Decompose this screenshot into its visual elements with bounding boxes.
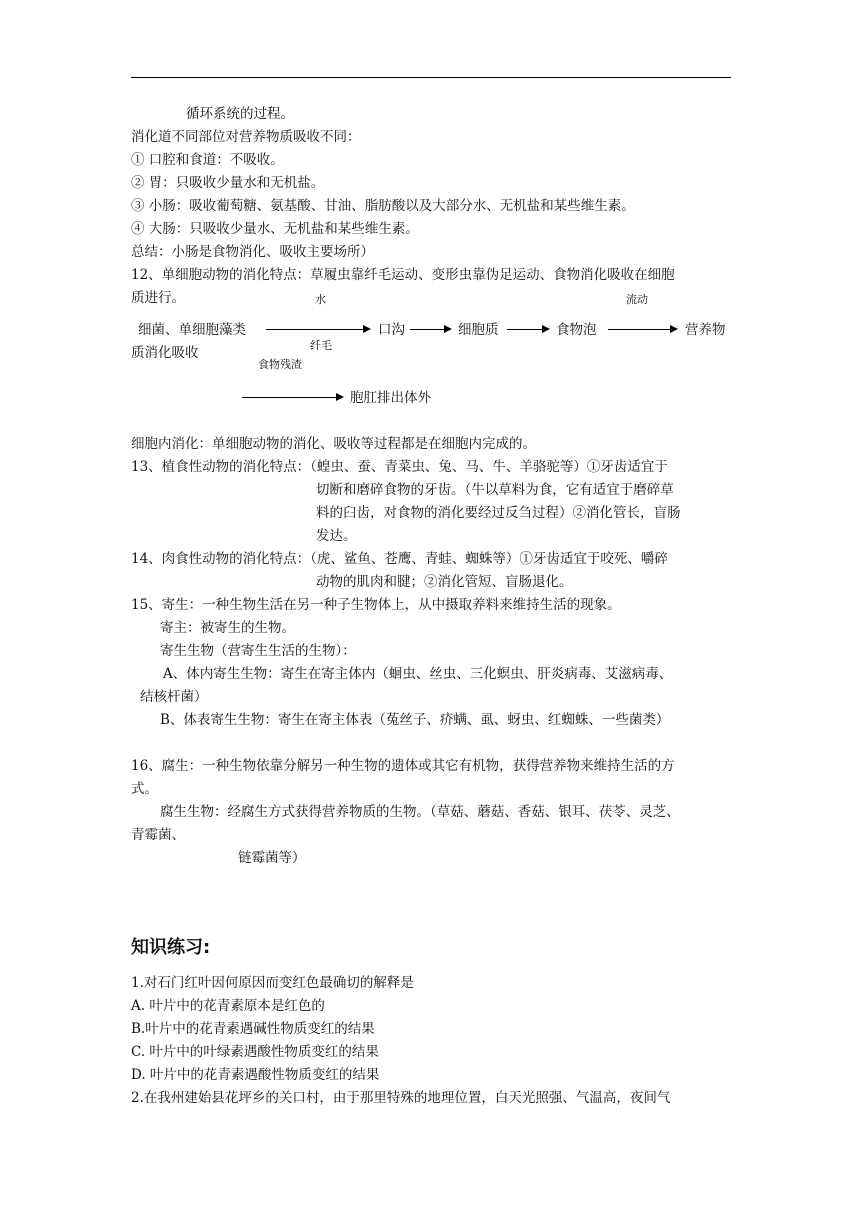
arrow-to-anal-pore [242, 397, 342, 398]
item-14-line: 14、肉食性动物的消化特点：（虎、鲨鱼、苍鹰、青蛙、蜘蛛等）①牙齿适宜于咬死、嚼碎 [131, 551, 668, 567]
option-b: B.叶片中的花青素遇碱性物质变红的结果 [131, 1021, 375, 1037]
option-d: D. 叶片中的花青素遇酸性物质变红的结果 [131, 1067, 380, 1083]
residue-label: 食物残渣 [258, 358, 302, 371]
text-line: 消化道不同部位对营养物质吸收不同： [131, 129, 361, 145]
text-line: A、体内寄生生物：寄生在寄主体内（蛔虫、丝虫、三化螟虫、肝炎病毒、艾滋病毒、 [163, 666, 673, 682]
text-line: ② 胃：只吸收少量水和无机盐。 [131, 175, 325, 191]
item-16-line: 16、腐生：一种生物依靠分解另一种生物的遗体或其它有机物，获得营养物来维持生活的方 [131, 758, 675, 774]
cilia-label: 纤毛 [310, 339, 332, 352]
arrow-to-food-vacuole [507, 329, 548, 330]
food-vacuole-node: 食物泡 [556, 322, 597, 338]
nutrients-node: 营养物 [685, 322, 726, 338]
arrow-to-cytoplasm [410, 329, 450, 330]
text-line: 寄主：被寄生的生物。 [160, 620, 295, 636]
text-line: 链霉菌等） [238, 850, 306, 866]
oral-groove-node: 口沟 [378, 322, 405, 338]
text-line: 腐生生物：经腐生方式获得营养物质的生物。（草菇、蘑菇、香菇、银耳、茯苓、灵芝、 [160, 804, 680, 820]
arrow-to-nutrients [608, 329, 676, 330]
text-line: ④ 大肠：只吸收少量水、无机盐和某些维生素。 [131, 221, 419, 237]
text-line: 式。 [131, 781, 158, 797]
text-line: B、体表寄生生物：寄生在寄主体表（菟丝子、疥螨、虱、蚜虫、红蜘蛛、一些菌类） [160, 712, 670, 728]
text-line: 料的臼齿，对食物的消化要经过反刍过程）②消化管长，盲肠 [316, 505, 681, 521]
item-15-line: 15、寄生：一种生物生活在另一种子生物体上，从中摄取养料来维持生活的现象。 [131, 597, 621, 613]
item-13-line: 13、植食性动物的消化特点：（蝗虫、蚕、青菜虫、兔、马、牛、羊骆驼等）①牙齿适宜于 [131, 459, 668, 475]
arrow-to-oral-groove [266, 329, 369, 330]
source-node: 细菌、单细胞藻类 [138, 322, 246, 338]
continuation-text: 质消化吸收 [131, 345, 199, 361]
item-12-line: 12、单细胞动物的消化特点：草履虫靠纤毛运动、变形虫靠伪足运动、食物消化吸收在细胞 [131, 267, 675, 283]
text-line: ① 口腔和食道：不吸收。 [131, 152, 284, 168]
exercise-heading: 知识练习: [131, 937, 211, 958]
text-line: 发达。 [316, 528, 357, 544]
text-line: 动物的肌肉和腱；②消化管短、盲肠退化。 [316, 574, 573, 590]
water-label: 水 [315, 293, 326, 306]
text-line: 质进行。 [131, 290, 185, 306]
text-line: 切断和磨碎食物的牙齿。（牛以草料为食，它有适宜于磨碎草 [316, 482, 674, 498]
question-1: 1.对石门红叶因何原因而变红色最确切的解释是 [131, 975, 414, 991]
cytoplasm-node: 细胞质 [458, 322, 499, 338]
header-rule [131, 77, 731, 78]
question-2: 2.在我州建始县花坪乡的关口村，由于那里特殊的地理位置，白天光照强、气温高，夜间气 [131, 1090, 671, 1106]
anal-pore-node: 胞肛排出体外 [350, 390, 431, 406]
text-line: 循环系统的过程。 [186, 106, 294, 122]
flow-label: 流动 [626, 293, 648, 306]
text-line: ③ 小肠：吸收葡萄糖、氨基酸、甘油、脂肪酸以及大部分水、无机盐和某些维生素。 [131, 198, 635, 214]
option-c: C. 叶片中的叶绿素遇酸性物质变红的结果 [131, 1044, 379, 1060]
summary-line: 总结：小肠是食物消化、吸收主要场所） [131, 244, 374, 260]
text-line: 结核杆菌） [140, 689, 208, 705]
text-line: 细胞内消化：单细胞动物的消化、吸收等过程都是在细胞内完成的。 [131, 436, 536, 452]
option-a: A. 叶片中的花青素原本是红色的 [131, 998, 325, 1014]
text-line: 青霉菌、 [131, 827, 185, 843]
text-line: 寄生生物（营寄生生活的生物）： [160, 643, 356, 659]
